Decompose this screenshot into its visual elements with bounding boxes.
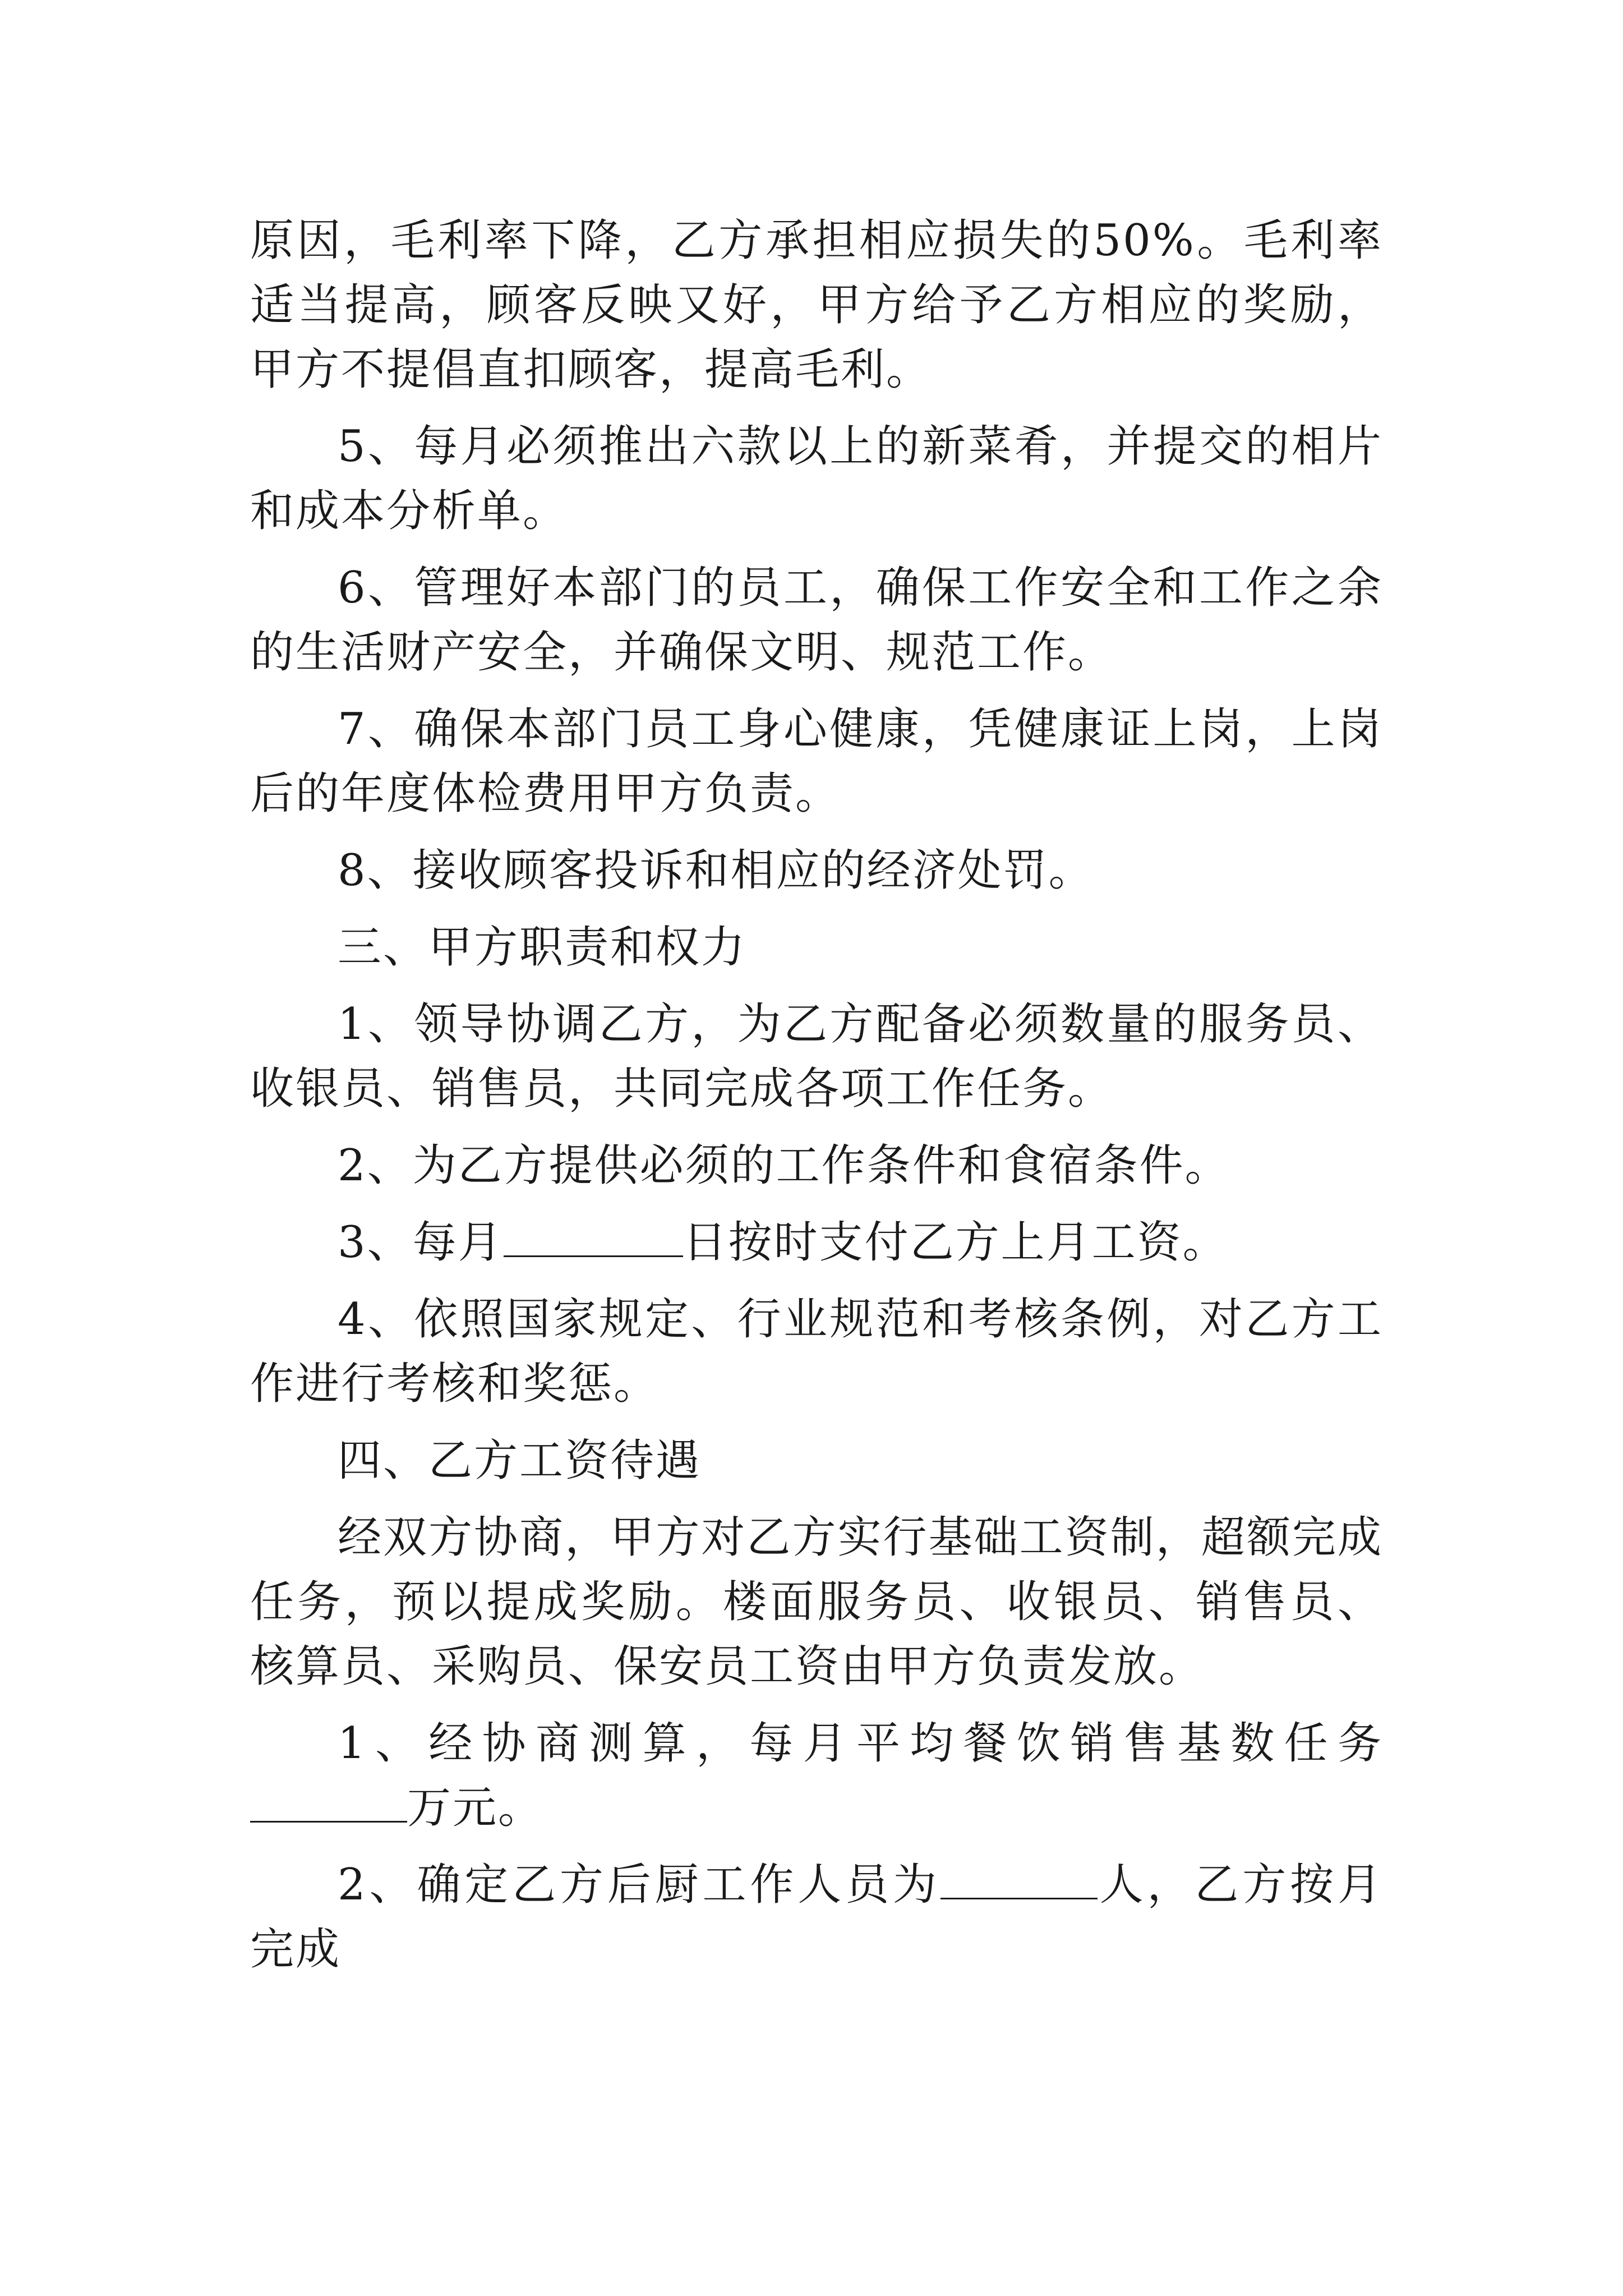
paragraph-item-8: 8、接收顾客投诉和相应的经济处罚。 [338,845,1094,896]
paragraph-party-a-item-1: 1、领导协调乙方，为乙方配备必须数量的服务员、收银员、销售员，共同完成各项工作任务。 [250,999,1383,1114]
paragraph-party-a-item-4: 4、依照国家规定、行业规范和考核条例，对乙方工作进行考核和奖惩。 [250,1294,1383,1409]
wage-item-1-text-start: 1、经协商测算，每月平均餐饮销售基数任务 [338,1718,1383,1769]
paragraph-item-7: 7、确保本部门员工身心健康，凭健康证上岗，上岗后的年度体检费用甲方负责。 [250,704,1383,819]
paragraph-item-5: 5、每月必须推出六款以上的新菜肴，并提交的相片和成本分析单。 [250,421,1383,536]
sales-target-blank [250,1782,407,1823]
wage-item-1-text-end: 万元。 [407,1783,544,1833]
paragraph-wage-item-2 [250,1853,1383,1982]
item-3-text-end: 日按时支付乙方上月工资。 [683,1217,1228,1268]
paragraph-profit-margin: 原因，毛利率下降，乙方承担相应损失的50%。毛利率适当提高，顾客反映又好，甲方给予乙方相应的奖励，甲方不提倡直扣顾客，提高毛利。 [250,215,1383,395]
paragraph-party-a-item-3 [250,1211,1383,1275]
paragraph-item-6: 6、管理好本部门的员工，确保工作安全和工作之余的生活财产安全，并确保文明、规范工作。 [250,563,1383,678]
paragraph-wage-item-1 [250,1711,1383,1841]
section-heading-3: 三、甲方职责和权力 [338,922,747,973]
paragraph-party-a-item-2: 2、为乙方提供必须的工作条件和食宿条件。 [338,1140,1230,1191]
item-3-text-start: 3、每月 [338,1217,504,1268]
kitchen-staff-count-blank [940,1858,1098,1899]
paragraph-wage-intro: 经双方协商，甲方对乙方实行基础工资制，超额完成任务，预以提成奖励。楼面服务员、收银员、销售员、核算员、采购员、保安员工资由甲方负责发放。 [250,1512,1383,1692]
document-body [250,209,1383,1994]
wage-item-2-text-start: 2、确定乙方后厨工作人员为 [338,1860,940,1910]
pay-day-blank [504,1216,683,1257]
section-heading-4: 四、乙方工资待遇 [338,1435,702,1486]
wage-item-2-text-end: 人，乙方按月完成 [250,1860,1383,1975]
